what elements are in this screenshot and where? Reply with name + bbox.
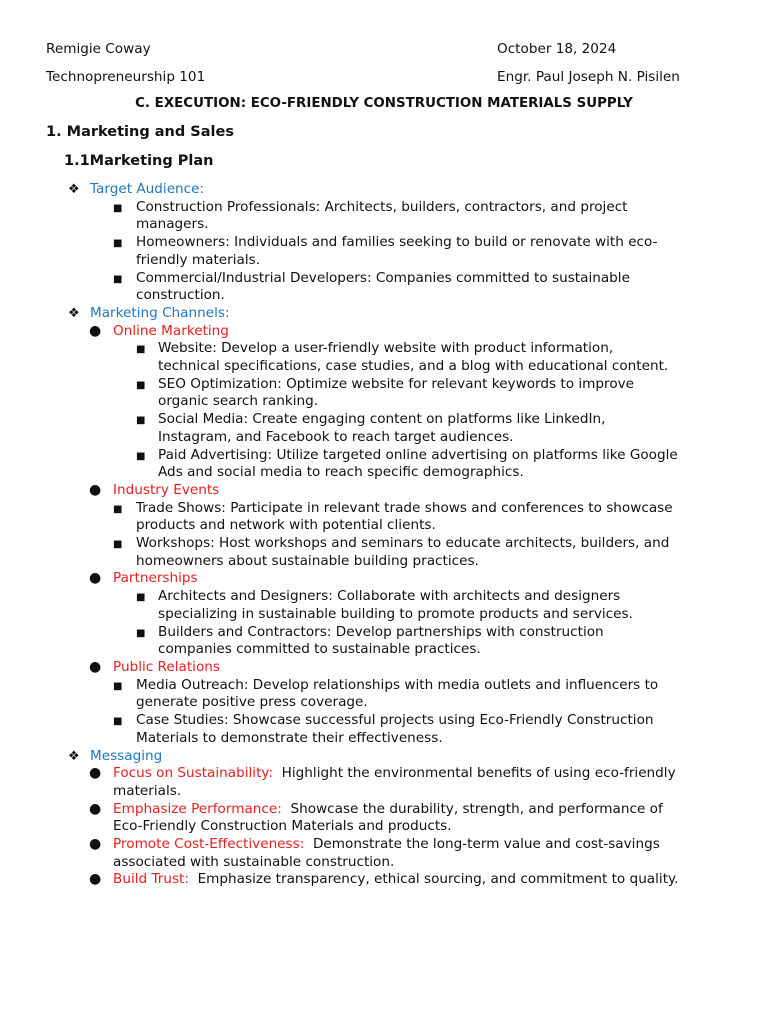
round-bullet-icon: ● [89,800,102,817]
marketing-plan-body [0,181,768,889]
list-item: ■ Commercial/Industrial Developers: Companies committed to sustainable construction. [113,269,630,304]
target-audience-heading: ❖ Target Audience: [68,181,205,197]
round-bullet-icon: ● [89,322,102,339]
round-bullet-icon: ● [89,765,102,782]
square-bullet-icon: ■ [113,503,123,515]
list-item: ● Focus on Sustainability: Highlight the environmental benefits of using eco-friendly materials. [89,765,680,799]
square-bullet-icon: ■ [113,716,123,728]
square-bullet-icon: ■ [113,539,123,551]
section-heading: 1. Marketing and Sales [46,124,234,140]
square-bullet-icon: ■ [136,627,146,639]
list-item: ■ Case Studies: Showcase successful projects using Eco-Friendly Construction Materials to demonstrate their effectiveness. [113,712,654,746]
round-bullet-icon: ● [89,836,102,853]
list-item: ■ SEO Optimization: Optimize website for relevant keywords to improve organic search ranking. [136,375,635,410]
messaging-heading: ❖ Messaging [68,747,163,764]
partnerships-heading: ● Partnerships [89,570,198,587]
marketing-channels-heading: ❖ Marketing Channels: [68,304,230,321]
square-bullet-icon: ■ [113,238,123,250]
diamond-bullet-icon: ❖ [68,748,80,764]
public-relations-heading: ● Public Relations [89,658,220,675]
document-title: C. EXECUTION: ECO-FRIENDLY CONSTRUCTION MATERIALS SUPPLY [135,96,633,111]
subsection-heading: 1.1Marketing Plan [64,153,214,169]
square-bullet-icon: ■ [136,415,146,427]
round-bullet-icon: ● [89,570,102,587]
diamond-bullet-icon: ❖ [68,305,80,321]
list-item: ■ Website: Develop a user-friendly website with product information, technical specifications, case studies, and a blog with educational content. [136,340,669,375]
list-item: ■ Paid Advertising: Utilize targeted online advertising on platforms like Google Ads and social media to reach specific demographics. [136,446,678,481]
list-item: ■ Homeowners: Individuals and families seeking to build or renovate with eco-friendly materials. [113,234,658,268]
list-item: ■ Workshops: Host workshops and seminars to educate architects, builders, and homeowners about sustainable building practices. [113,535,670,569]
square-bullet-icon: ■ [136,379,146,391]
list-item: ■ Construction Professionals: Architects, builders, contractors, and project managers. [113,198,628,233]
round-bullet-icon: ● [89,871,102,888]
round-bullet-icon: ● [89,658,102,675]
list-item: ● Promote Cost-Effectiveness: Demonstrate the long-term value and cost-savings associated with sustainable construction. [89,836,665,870]
square-bullet-icon: ■ [136,450,146,462]
document-date: October 18, 2024 [497,41,617,57]
industry-events-heading: ● Industry Events [89,481,220,498]
list-item: ■ Media Outreach: Develop relationships with media outlets and influencers to generate positive press coverage. [113,676,659,711]
square-bullet-icon: ■ [113,680,123,692]
diamond-bullet-icon: ❖ [68,182,80,197]
square-bullet-icon: ■ [136,592,146,604]
online-marketing-heading: ● Online Marketing [89,322,229,339]
list-item: ■ Trade Shows: Participate in relevant trade shows and conferences to showcase products and network with potential clients. [113,499,673,534]
square-bullet-icon: ■ [113,273,123,285]
list-item: ■ Builders and Contractors: Develop partnerships with construction companies committed to sustainable practices. [136,623,604,658]
list-item: ● Emphasize Performance: Showcase the durability, strength, and performance of Eco-Friendly Construction Materials and products. [89,800,668,835]
instructor-name: Engr. Paul Joseph N. Pisilen [497,69,680,85]
list-item: ● Build Trust: Emphasize transparency, ethical sourcing, and commitment to quality. [89,871,679,888]
student-name: Remigie Coway [46,41,151,57]
list-item: ■ Architects and Designers: Collaborate with architects and designers specializing in sustainable building to promote products and services. [136,588,633,622]
square-bullet-icon: ■ [113,202,123,214]
square-bullet-icon: ■ [136,344,146,356]
round-bullet-icon: ● [89,481,102,498]
list-item: ■ Social Media: Create engaging content on platforms like LinkedIn, Instagram, and Facebook to reach target audiences. [136,411,606,445]
course-name: Technopreneurship 101 [46,69,206,85]
